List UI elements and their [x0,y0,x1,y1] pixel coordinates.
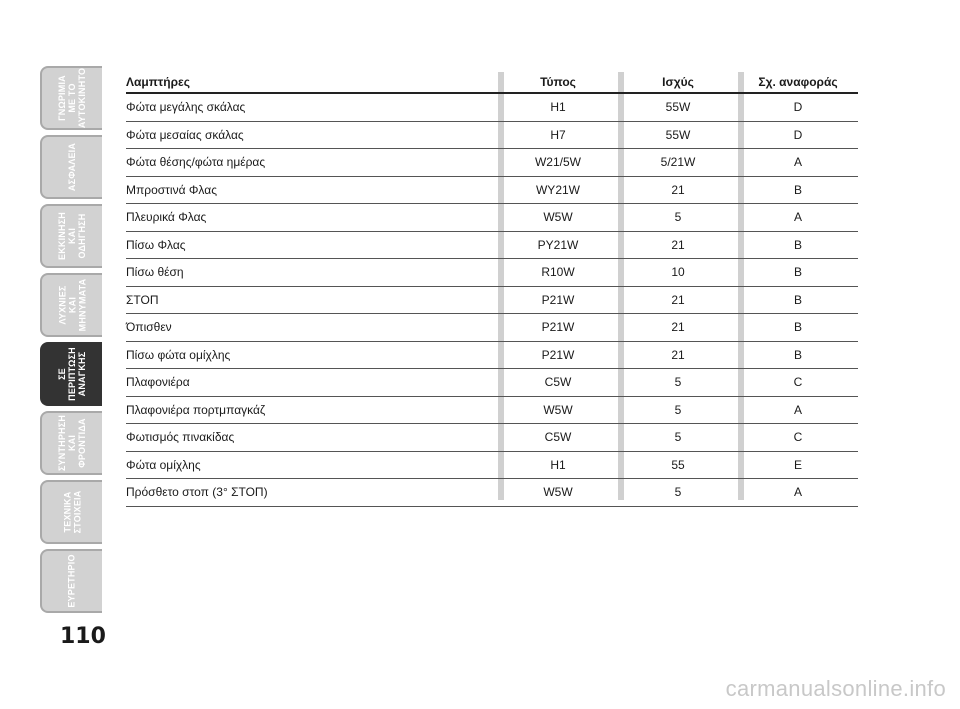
cell-reference: D [793,100,803,115]
tab-label: ΕΥΡΕΤΗΡΙΟ [66,554,77,608]
cell-power: 10 [671,265,685,280]
tab-label: ΣΕ ΠΕΡΙΠΤΩΣΗ ΑΝΑΓΚΗΣ [56,347,87,401]
table-row [126,369,858,397]
cell-bulb: ΣΤΟΠ [126,292,159,307]
cell-bulb: Πλευρικά Φλας [126,210,207,225]
cell-type: PY21W [537,237,579,252]
cell-type: H7 [550,127,566,142]
table-row [126,122,858,150]
cell-bulb: Πρόσθετο στοπ (3° ΣΤΟΠ) [126,485,268,500]
header-bulbs: Λαμπτήρες [126,75,190,89]
tab-label: ΓΝΩΡΙΜΙΑ ΜΕ ΤΟ ΑΥΤΟΚΙΝΗΤΟ [57,67,88,129]
cell-power: 55 [671,457,685,472]
tab-label: ΛΥΧΝΙΕΣ ΚΑΙ ΜΗΝΥΜΑΤΑ [57,278,87,332]
cell-reference: B [793,292,802,307]
table-row [126,204,858,232]
cell-type: C5W [544,430,572,445]
cell-power: 5 [674,210,682,225]
cell-type: P21W [541,347,575,362]
cell-power: 21 [671,320,685,335]
cell-power: 21 [671,182,685,197]
table-header [126,72,858,94]
tab-technical-data[interactable] [40,480,102,544]
page-number: 110 [60,624,106,649]
cell-reference: A [793,210,802,225]
cell-type: H1 [550,457,566,472]
table-row [126,342,858,370]
cell-power: 5/21W [660,155,696,170]
cell-type: P21W [541,292,575,307]
cell-type: W5W [543,485,573,500]
cell-power: 5 [674,375,682,390]
table-row [126,452,858,480]
cell-reference: C [793,375,803,390]
tab-label: ΑΣΦΑΛΕΙΑ [67,142,77,192]
cell-reference: A [793,155,802,170]
table-row [126,232,858,260]
table-row [126,424,858,452]
cell-bulb: Φωτισμός πινακίδας [126,430,235,445]
tab-label: ΣΥΝΤΗΡΗΣΗ ΚΑΙ ΦΡΟΝΤΙΔΑ [56,414,87,472]
cell-type: R10W [541,265,575,280]
tab-index[interactable] [40,549,102,613]
cell-power: 5 [674,430,682,445]
cell-reference: B [793,320,802,335]
cell-bulb: Πίσω φώτα ομίχλης [126,347,231,362]
tab-label: ΕΚΚΙΝΗΣΗ ΚΑΙ ΟΔΗΓΗΣΗ [56,211,87,261]
cell-power: 5 [674,485,682,500]
cell-power: 55W [665,127,691,142]
table-row [126,149,858,177]
cell-power: 5 [674,402,682,417]
tab-getting-to-know[interactable] [40,66,102,130]
cell-reference: A [793,402,802,417]
table-row [126,397,858,425]
cell-bulb: Φώτα μεγάλης σκάλας [126,100,246,115]
cell-bulb: Πίσω θέση [126,265,184,280]
table-row [126,177,858,205]
tab-emergency[interactable] [40,342,102,406]
cell-power: 21 [671,237,685,252]
tab-maintenance[interactable] [40,411,102,475]
cell-reference: E [793,457,802,472]
cell-type: WY21W [535,182,580,197]
cell-bulb: Φώτα μεσαίας σκάλας [126,127,244,142]
cell-reference: B [793,347,802,362]
table-row [126,287,858,315]
cell-type: W5W [543,402,573,417]
tab-safety[interactable] [40,135,102,199]
cell-bulb: Φώτα θέσης/φώτα ημέρας [126,155,266,170]
tab-starting-driving[interactable] [40,204,102,268]
cell-bulb: Μπροστινά Φλας [126,182,217,197]
table-row [126,94,858,122]
bulb-table [126,72,858,507]
cell-power: 55W [665,100,691,115]
cell-power: 21 [671,347,685,362]
table-row [126,479,858,507]
cell-type: P21W [541,320,575,335]
cell-bulb: Πλαφονιέρα [126,375,190,390]
header-power: Ισχύς [662,75,694,89]
cell-reference: A [793,485,802,500]
cell-type: W21/5W [534,155,581,170]
cell-bulb: Πλαφονιέρα πορτμπαγκάζ [126,402,266,417]
header-reference: Σχ. αναφοράς [758,75,838,89]
cell-reference: B [793,265,802,280]
watermark: carmanualsonline.info [725,676,946,701]
cell-bulb: Πίσω Φλας [126,237,186,252]
cell-type: C5W [544,375,572,390]
table-row [126,259,858,287]
cell-reference: B [793,182,802,197]
cell-type: W5W [543,210,573,225]
cell-reference: C [793,430,803,445]
table-row [126,314,858,342]
cell-bulb: Φώτα ομίχλης [126,457,201,472]
table-body [126,94,858,507]
tab-lights-messages[interactable] [40,273,102,337]
cell-power: 21 [671,292,685,307]
section-tabs [40,66,102,618]
tab-label: ΤΕΧΝΙΚΑ ΣΤΟΙΧΕΙΑ [62,490,82,534]
header-type: Τύπος [540,75,576,89]
cell-reference: B [793,237,802,252]
cell-bulb: Όπισθεν [126,320,172,335]
cell-type: H1 [550,100,566,115]
cell-reference: D [793,127,803,142]
